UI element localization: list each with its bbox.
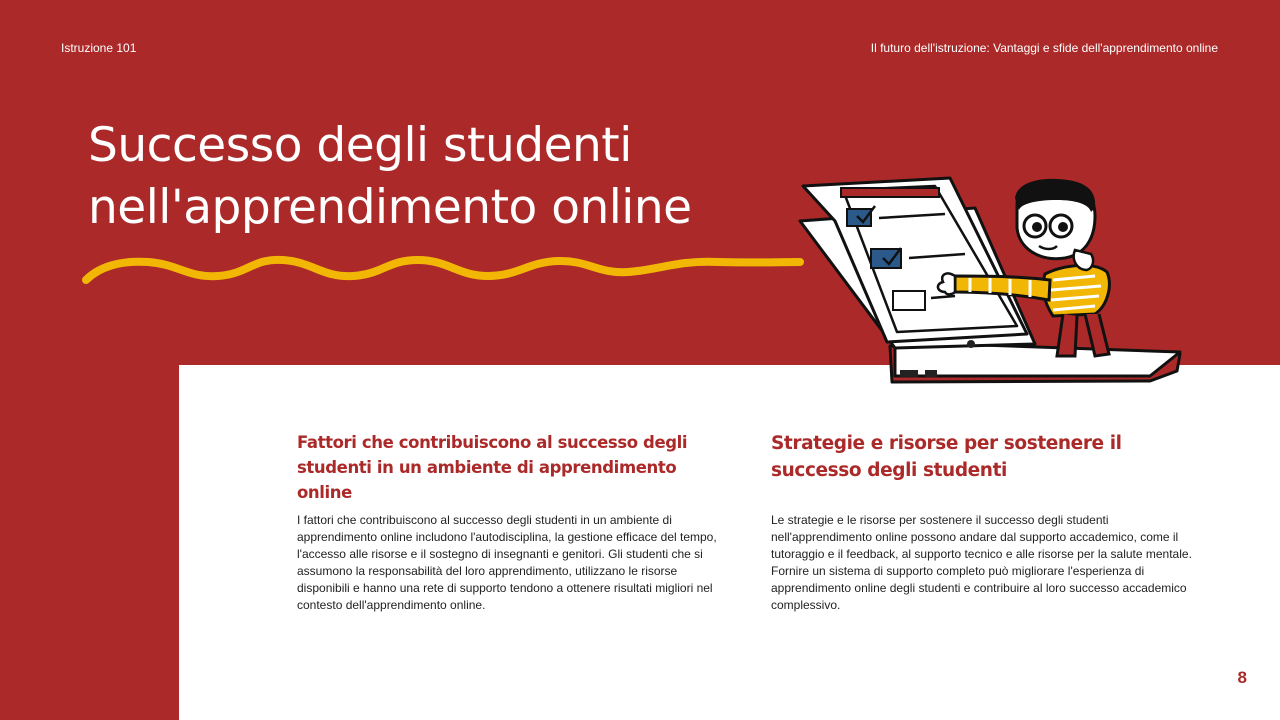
slide-title-line2: nell'apprendimento online	[88, 180, 692, 235]
slide-title-line1: Successo degli studenti	[88, 118, 632, 173]
column-heading: Strategie e risorse per sostenere il successo degli studenti	[771, 433, 1122, 481]
slide-title	[88, 115, 692, 239]
column-support-strategies	[771, 430, 1211, 612]
student-laptop-illustration	[795, 176, 1185, 388]
page-number: 8	[1237, 668, 1247, 687]
column-body: Le strategie e le risorse per sostenere il successo degli studenti nell'apprendimento online possono andare dal supporto accademico, come il tutoraggio e il feedback, al supporto tecnico e alle risorse per la salute mentale. Fornire un sistema di supporto completo può migliorare l'esperienza di apprendimento online degli studenti e contribuire al loro successo accademico complessivo.	[771, 513, 1192, 612]
presentation-title: Il futuro dell'istruzione: Vantaggi e sfide dell'apprendimento online	[870, 41, 1218, 55]
section-label: Istruzione 101	[61, 41, 137, 55]
yellow-squiggle-underline	[78, 248, 808, 293]
column-body: I fattori che contribuiscono al successo degli studenti in un ambiente di apprendimento online includono l'autodisciplina, la gestione efficace del tempo, l'accesso alle risorse e il sostegno di insegnanti e genitori. Gli studenti che si assumono la responsabilità del loro apprendimento, utilizzano le risorse disponibili e hanno una rete di supporto tendono a ottenere risultati migliori nel contesto dell'apprendimento online.	[297, 513, 717, 612]
column-heading: Fattori che contribuiscono al successo degli studenti in un ambiente di apprendimento online	[297, 433, 688, 502]
column-success-factors	[297, 430, 729, 612]
